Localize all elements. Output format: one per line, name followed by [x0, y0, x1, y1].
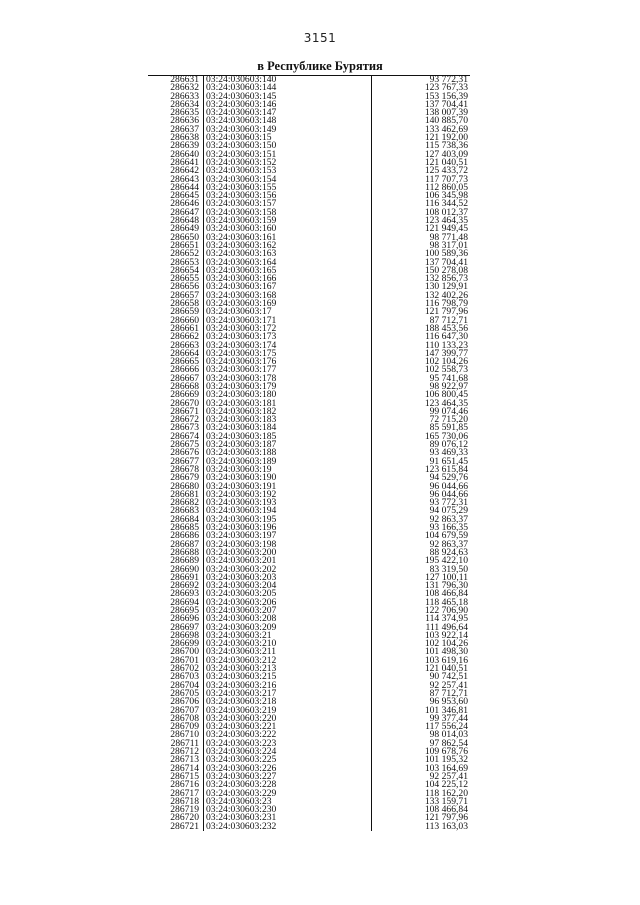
- cadastral-number: 03:24:030603:151: [206, 148, 277, 160]
- cadastral-number: 03:24:030603:150: [206, 140, 277, 152]
- cadastral-value: 101 498,30: [424, 646, 468, 658]
- row-number: 286702: [170, 663, 199, 675]
- cadastral-value: 111 496,64: [425, 621, 468, 633]
- cadastral-value: 123 615,84: [424, 463, 468, 475]
- cadastral-value: 133 159,71: [424, 795, 468, 807]
- cadastral-value: 121 797,96: [424, 306, 468, 318]
- row-number: 286664: [170, 347, 199, 359]
- cadastral-number: 03:24:030603:173: [206, 331, 277, 343]
- cadastral-value: 93 772,31: [429, 74, 468, 85]
- cadastral-number: 03:24:030603:179: [206, 380, 277, 392]
- row-number: 286635: [170, 107, 199, 119]
- row-number: 286718: [170, 795, 199, 807]
- cadastral-number: 03:24:030603:231: [206, 812, 277, 824]
- cadastral-value: 92 863,37: [429, 513, 468, 525]
- row-number: 286720: [170, 812, 199, 824]
- cadastral-value: 121 040,51: [424, 156, 468, 168]
- row-number: 286660: [170, 314, 199, 326]
- row-number: 286652: [170, 248, 199, 260]
- row-number: 286688: [170, 546, 199, 558]
- cadastral-number: 03:24:030603:232: [206, 820, 277, 832]
- cadastral-value: 92 257,41: [429, 770, 468, 782]
- cadastral-number: 03:24:030603:204: [206, 580, 277, 592]
- cadastral-number: 03:24:030603:194: [206, 505, 277, 517]
- cadastral-value: 108 012,37: [424, 206, 468, 218]
- cadastral-value: 83 319,50: [429, 563, 468, 575]
- row-number: 286670: [170, 397, 199, 409]
- cadastral-number: 03:24:030603:153: [206, 165, 277, 177]
- cadastral-value: 98 317,01: [429, 239, 468, 251]
- cadastral-number: 03:24:030603:200: [206, 546, 277, 558]
- cadastral-value: 93 772,31: [429, 497, 468, 509]
- row-number: 286691: [170, 571, 199, 583]
- cadastral-number: 03:24:030603:209: [206, 621, 277, 633]
- cadastral-number: 03:24:030603:220: [206, 712, 277, 724]
- cadastral-number: 03:24:030603:166: [206, 273, 277, 285]
- cadastral-value: 102 104,26: [424, 638, 468, 650]
- cadastral-number: 03:24:030603:189: [206, 455, 277, 467]
- cadastral-value: 117 707,73: [425, 173, 468, 185]
- cadastral-value: 137 704,41: [424, 256, 468, 268]
- cadastral-value: 125 433,72: [424, 165, 468, 177]
- cadastral-value: 130 129,91: [424, 281, 468, 293]
- row-number: 286694: [170, 596, 199, 608]
- row-number: 286683: [170, 505, 199, 517]
- cadastral-number: 03:24:030603:182: [206, 405, 277, 417]
- row-number: 286671: [170, 405, 199, 417]
- cadastral-value: 103 619,16: [424, 654, 468, 666]
- row-number: 286696: [170, 613, 199, 625]
- cadastral-number: 03:24:030603:208: [206, 613, 277, 625]
- cadastral-number: 03:24:030603:223: [206, 737, 277, 749]
- cadastral-value: 137 704,41: [424, 98, 468, 110]
- cadastral-value: 91 651,45: [429, 455, 468, 467]
- cadastral-value: 90 742,51: [429, 671, 468, 683]
- row-number: 286655: [170, 273, 199, 285]
- cadastral-number: 03:24:030603:215: [206, 671, 277, 683]
- row-number: 286692: [170, 580, 199, 592]
- row-number: 286687: [170, 538, 199, 550]
- cadastral-value: 106 800,45: [424, 389, 468, 401]
- row-number: 286677: [170, 455, 199, 467]
- cadastral-number: 03:24:030603:17: [206, 306, 272, 318]
- row-number: 286646: [170, 198, 199, 210]
- cadastral-number: 03:24:030603:224: [206, 746, 277, 758]
- cadastral-value: 118 162,20: [425, 787, 468, 799]
- row-number: 286666: [170, 364, 199, 376]
- cadastral-number: 03:24:030603:183: [206, 414, 277, 426]
- cadastral-value: 116 344,52: [425, 198, 468, 210]
- cadastral-value: 127 403,09: [424, 148, 468, 160]
- cadastral-value: 87 712,71: [429, 687, 468, 699]
- cadastral-value: 96 953,60: [429, 696, 468, 708]
- cadastral-value: 103 164,69: [424, 762, 468, 774]
- cadastral-number: 03:24:030603:161: [206, 231, 277, 243]
- cadastral-number: 03:24:030603:155: [206, 181, 277, 193]
- cadastral-value: 121 192,00: [424, 132, 468, 144]
- row-number: 286657: [170, 289, 199, 301]
- row-number: 286710: [170, 729, 199, 741]
- cadastral-value: 121 949,45: [424, 223, 468, 235]
- cadastral-number: 03:24:030603:168: [206, 289, 277, 301]
- cadastral-number: 03:24:030603:175: [206, 347, 277, 359]
- cadastral-number: 03:24:030603:147: [206, 107, 277, 119]
- cadastral-value: 106 345,98: [424, 190, 468, 202]
- page-number: 3151: [303, 31, 337, 45]
- cadastral-number: 03:24:030603:177: [206, 364, 277, 376]
- row-number: 286634: [170, 98, 199, 110]
- cadastral-number: 03:24:030603:185: [206, 430, 277, 442]
- cadastral-value: 96 044,66: [429, 488, 468, 500]
- row-number: 286661: [170, 322, 199, 334]
- cadastral-number: 03:24:030603:203: [206, 571, 277, 583]
- row-number: 286719: [170, 804, 199, 816]
- cadastral-number: 03:24:030603:196: [206, 522, 277, 534]
- row-number: 286668: [170, 380, 199, 392]
- row-number: 286643: [170, 173, 199, 185]
- cadastral-value: 127 100,11: [425, 571, 468, 583]
- cadastral-number: 03:24:030603:226: [206, 762, 277, 774]
- cadastral-number: 03:24:030603:219: [206, 704, 277, 716]
- row-number: 286654: [170, 264, 199, 276]
- cadastral-number: 03:24:030603:167: [206, 281, 277, 293]
- cadastral-number: 03:24:030603:201: [206, 555, 277, 567]
- cadastral-value: 96 044,66: [429, 480, 468, 492]
- row-number: 286649: [170, 223, 199, 235]
- row-number: 286715: [170, 770, 199, 782]
- cadastral-value: 110 133,23: [425, 339, 468, 351]
- row-number: 286713: [170, 754, 199, 766]
- row-number: 286638: [170, 132, 199, 144]
- row-number: 286674: [170, 430, 199, 442]
- cadastral-number: 03:24:030603:184: [206, 422, 277, 434]
- cadastral-number: 03:24:030603:178: [206, 372, 277, 384]
- cadastral-value: 95 741,68: [429, 372, 468, 384]
- cadastral-value: 103 922,14: [424, 629, 468, 641]
- row-number: 286706: [170, 696, 199, 708]
- row-number: 286705: [170, 687, 199, 699]
- cadastral-number: 03:24:030603:145: [206, 90, 277, 102]
- table-title: в Республике Бурятия: [257, 59, 383, 73]
- cadastral-number: 03:24:030603:169: [206, 298, 277, 310]
- row-number: 286633: [170, 90, 199, 102]
- cadastral-value: 112 860,05: [425, 181, 468, 193]
- row-number: 286678: [170, 463, 199, 475]
- cadastral-value: 85 591,85: [429, 422, 468, 434]
- cadastral-value: 118 465,18: [425, 596, 468, 608]
- cadastral-value: 121 040,51: [424, 663, 468, 675]
- cadastral-value: 113 163,03: [425, 820, 468, 832]
- row-number: 286676: [170, 447, 199, 459]
- row-number: 286685: [170, 522, 199, 534]
- row-number: 286717: [170, 787, 199, 799]
- row-number: 286679: [170, 472, 199, 484]
- cadastral-number: 03:24:030603:172: [206, 322, 277, 334]
- cadastral-value: 102 558,73: [424, 364, 468, 376]
- row-number: 286707: [170, 704, 199, 716]
- cadastral-number: 03:24:030603:212: [206, 654, 277, 666]
- cadastral-value: 117 556,24: [425, 721, 468, 733]
- row-number: 286659: [170, 306, 199, 318]
- cadastral-number: 03:24:030603:188: [206, 447, 277, 459]
- cadastral-number: 03:24:030603:193: [206, 497, 277, 509]
- row-number: 286632: [170, 82, 199, 94]
- row-number: 286636: [170, 115, 199, 127]
- cadastral-number: 03:24:030603:154: [206, 173, 277, 185]
- cadastral-value: 93 469,33: [429, 447, 468, 459]
- cadastral-number: 03:24:030603:21: [206, 629, 272, 641]
- cadastral-number: 03:24:030603:228: [206, 779, 277, 791]
- row-number: 286700: [170, 646, 199, 658]
- cadastral-number: 03:24:030603:174: [206, 339, 277, 351]
- row-number: 286645: [170, 190, 199, 202]
- row-number: 286648: [170, 215, 199, 227]
- cadastral-value: 89 076,12: [429, 439, 468, 451]
- cadastral-number: 03:24:030603:23: [206, 795, 272, 807]
- row-number: 286642: [170, 165, 199, 177]
- row-number: 286681: [170, 488, 199, 500]
- row-number: 286675: [170, 439, 199, 451]
- row-number: 286712: [170, 746, 199, 758]
- cadastral-value: 133 462,69: [424, 123, 468, 135]
- row-number: 286651: [170, 239, 199, 251]
- cadastral-number: 03:24:030603:222: [206, 729, 277, 741]
- row-number: 286640: [170, 148, 199, 160]
- cadastral-value: 97 862,54: [429, 737, 468, 749]
- cadastral-value: 195 422,10: [424, 555, 468, 567]
- cadastral-value: 100 589,36: [424, 248, 468, 260]
- row-number: 286662: [170, 331, 199, 343]
- cadastral-value: 114 374,95: [425, 613, 468, 625]
- cadastral-number: 03:24:030603:140: [206, 74, 277, 85]
- cadastral-value: 116 647,30: [425, 331, 468, 343]
- cadastral-number: 03:24:030603:216: [206, 679, 277, 691]
- cadastral-number: 03:24:030603:146: [206, 98, 277, 110]
- cadastral-value: 104 225,12: [424, 779, 468, 791]
- cadastral-value: 109 678,76: [424, 746, 468, 758]
- row-number: 286663: [170, 339, 199, 351]
- cadastral-number: 03:24:030603:218: [206, 696, 277, 708]
- cadastral-number: 03:24:030603:176: [206, 356, 277, 368]
- cadastral-value: 123 767,33: [424, 82, 468, 94]
- row-number: 286647: [170, 206, 199, 218]
- cadastral-value: 94 529,76: [429, 472, 468, 484]
- cadastral-value: 98 771,48: [429, 231, 468, 243]
- cadastral-number: 03:24:030603:207: [206, 605, 277, 616]
- cadastral-value: 188 453,56: [424, 322, 468, 334]
- cadastral-number: 03:24:030603:156: [206, 190, 277, 202]
- cadastral-value: 153 156,39: [424, 90, 468, 102]
- row-number: 286637: [170, 123, 199, 135]
- cadastral-number: 03:24:030603:210: [206, 638, 277, 650]
- cadastral-number: 03:24:030603:164: [206, 256, 277, 268]
- row-number: 286697: [170, 621, 199, 633]
- cadastral-number: 03:24:030603:190: [206, 472, 277, 484]
- cadastral-value: 132 856,73: [424, 273, 468, 285]
- row-number: 286667: [170, 372, 199, 384]
- row-number: 286673: [170, 422, 199, 434]
- cadastral-value: 101 346,81: [424, 704, 468, 716]
- cadastral-number: 03:24:030603:187: [206, 439, 277, 451]
- row-number: 286721: [170, 820, 199, 832]
- row-number: 286690: [170, 563, 199, 575]
- cadastral-number: 03:24:030603:162: [206, 239, 277, 251]
- row-number: 286672: [170, 414, 199, 426]
- cadastral-number: 03:24:030603:15: [206, 132, 272, 144]
- cadastral-value: 99 074,46: [429, 405, 468, 417]
- cadastral-value: 87 712,71: [429, 314, 468, 326]
- row-number: 286684: [170, 513, 199, 525]
- row-number: 286698: [170, 629, 199, 641]
- cadastral-number: 03:24:030603:198: [206, 538, 277, 550]
- row-number: 286708: [170, 712, 199, 724]
- cadastral-number: 03:24:030603:221: [206, 721, 277, 733]
- cadastral-value: 123 464,35: [424, 397, 468, 409]
- cadastral-value: 123 464,35: [424, 215, 468, 227]
- cadastral-number: 03:24:030603:158: [206, 206, 277, 218]
- cadastral-value: 93 166,35: [429, 522, 468, 534]
- row-number: 286665: [170, 356, 199, 368]
- cadastral-number: 03:24:030603:157: [206, 198, 277, 210]
- cadastral-value: 102 104,26: [424, 356, 468, 368]
- cadastral-value: 122 706,90: [424, 605, 468, 616]
- cadastral-number: 03:24:030603:148: [206, 115, 277, 127]
- row-number: 286650: [170, 231, 199, 243]
- cadastral-value: 116 798,79: [425, 298, 468, 310]
- row-number: 286699: [170, 638, 199, 650]
- cadastral-number: 03:24:030603:227: [206, 770, 277, 782]
- cadastral-number: 03:24:030603:180: [206, 389, 277, 401]
- row-number: 286704: [170, 679, 199, 691]
- cadastral-number: 03:24:030603:202: [206, 563, 277, 575]
- cadastral-value: 98 922,97: [429, 380, 468, 392]
- cadastral-value: 150 278,08: [424, 264, 468, 276]
- row-number: 286631: [170, 74, 199, 85]
- cadastral-number: 03:24:030603:229: [206, 787, 277, 799]
- cadastral-number: 03:24:030603:206: [206, 596, 277, 608]
- row-number: 286711: [170, 737, 199, 749]
- cadastral-number: 03:24:030603:192: [206, 488, 277, 500]
- cadastral-value: 132 402,26: [424, 289, 468, 301]
- cadastral-value: 147 399,77: [424, 347, 468, 359]
- cadastral-number: 03:24:030603:152: [206, 156, 277, 168]
- cadastral-value: 88 924,63: [429, 546, 468, 558]
- cadastral-number: 03:24:030603:195: [206, 513, 277, 525]
- row-number: 286695: [170, 605, 199, 616]
- cadastral-value: 108 466,84: [424, 588, 468, 600]
- row-number: 286669: [170, 389, 199, 401]
- cadastral-number: 03:24:030603:197: [206, 530, 277, 542]
- cadastral-number: 03:24:030603:165: [206, 264, 277, 276]
- cadastral-value: 98 014,03: [429, 729, 468, 741]
- cadastral-number: 03:24:030603:213: [206, 663, 277, 675]
- cadastral-number: 03:24:030603:159: [206, 215, 277, 227]
- row-number: 286641: [170, 156, 199, 168]
- row-number: 286693: [170, 588, 199, 600]
- row-number: 286686: [170, 530, 199, 542]
- cadastral-number: 03:24:030603:211: [206, 646, 276, 658]
- cadastral-number: 03:24:030603:230: [206, 804, 277, 816]
- cadastral-number: 03:24:030603:171: [206, 314, 277, 326]
- cadastral-value: 99 377,44: [429, 712, 468, 724]
- cadastral-number: 03:24:030603:191: [206, 480, 277, 492]
- row-number: 286714: [170, 762, 199, 774]
- cadastral-value: 92 863,37: [429, 538, 468, 550]
- row-number: 286716: [170, 779, 199, 791]
- cadastral-value: 165 730,06: [424, 430, 468, 442]
- row-number: 286639: [170, 140, 199, 152]
- row-number: 286709: [170, 721, 199, 733]
- row-number: 286703: [170, 671, 199, 683]
- row-number: 286680: [170, 480, 199, 492]
- cadastral-value: 94 075,29: [429, 505, 468, 517]
- cadastral-value: 108 466,84: [424, 804, 468, 816]
- cadastral-number: 03:24:030603:144: [206, 82, 277, 94]
- row-number: 286644: [170, 181, 199, 193]
- cadastral-number: 03:24:030603:217: [206, 687, 277, 699]
- cadastral-number: 03:24:030603:205: [206, 588, 277, 600]
- cadastral-value: 121 797,96: [424, 812, 468, 824]
- row-number: 286689: [170, 555, 199, 567]
- cadastral-value: 115 738,36: [425, 140, 468, 152]
- row-number: 286682: [170, 497, 199, 509]
- cadastral-value: 72 715,20: [429, 414, 468, 426]
- cadastral-number: 03:24:030603:149: [206, 123, 277, 135]
- cadastral-value: 138 007,39: [424, 107, 468, 119]
- cadastral-value: 140 885,70: [424, 115, 468, 127]
- cadastral-number: 03:24:030603:181: [206, 397, 277, 409]
- row-number: 286658: [170, 298, 199, 310]
- row-number: 286701: [170, 654, 199, 666]
- row-number: 286656: [170, 281, 199, 293]
- cadastral-value: 131 796,30: [424, 580, 468, 592]
- table-row: [148, 820, 470, 832]
- cadastral-number: 03:24:030603:163: [206, 248, 277, 260]
- cadastral-value: 92 257,41: [429, 679, 468, 691]
- cadastral-number: 03:24:030603:19: [206, 463, 272, 475]
- cadastral-number: 03:24:030603:225: [206, 754, 277, 766]
- cadastral-value: 104 679,59: [424, 530, 468, 542]
- cadastral-number: 03:24:030603:160: [206, 223, 277, 235]
- row-number: 286653: [170, 256, 199, 268]
- cadastral-value: 101 195,32: [424, 754, 468, 766]
- cadastre-table: [148, 75, 470, 831]
